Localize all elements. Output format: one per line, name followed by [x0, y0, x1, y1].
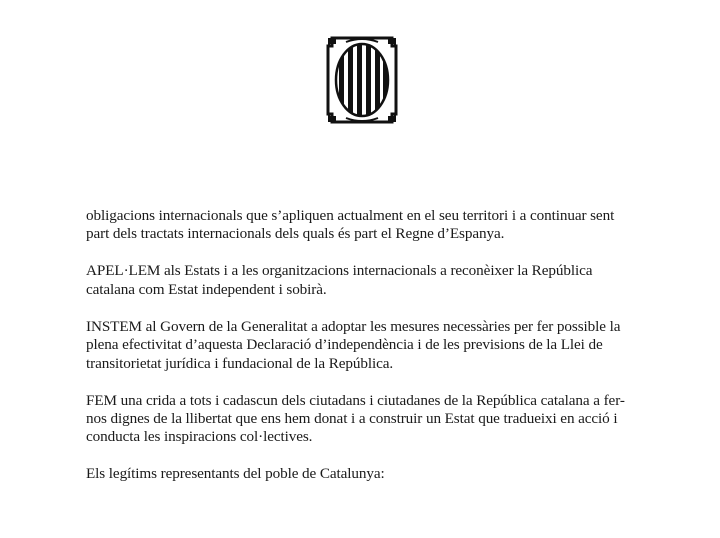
paragraph-instem: INSTEM al Govern de la Generalitat a adoptar les mesures necessàries per fer possible la plena efectivitat d’aquesta Declaració d’independència i de les previsions de la Llei de transitorietat jurídica i fundacional de la República.: [86, 317, 621, 372]
declaration-body: [86, 207, 646, 502]
paragraph-obligations: obligacions internacionals que s’apliquen actualment en el seu territori i a continuar sent part dels tractats internacionals dels quals és part el Regne d’Espanya.: [86, 207, 615, 243]
paragraph-representants: Els legítims representants del poble de Catalunya:: [86, 465, 385, 483]
paragraph-apellem: APEL·LEM als Estats i a les organitzacions internacionals a reconèixer la República catalana com Estat independent i sobirà.: [86, 262, 593, 298]
paragraph-fem-una-crida: FEM una crida a tots i cadascun dels ciutadans i ciutadanes de la República catalana a fer- nos dignes de la llibertat que ens hem donat i a construir un Estat que tradueixi en acció i conducta les inspiracions col·lectives.: [86, 391, 625, 446]
coat-of-arms-icon: [324, 34, 400, 126]
